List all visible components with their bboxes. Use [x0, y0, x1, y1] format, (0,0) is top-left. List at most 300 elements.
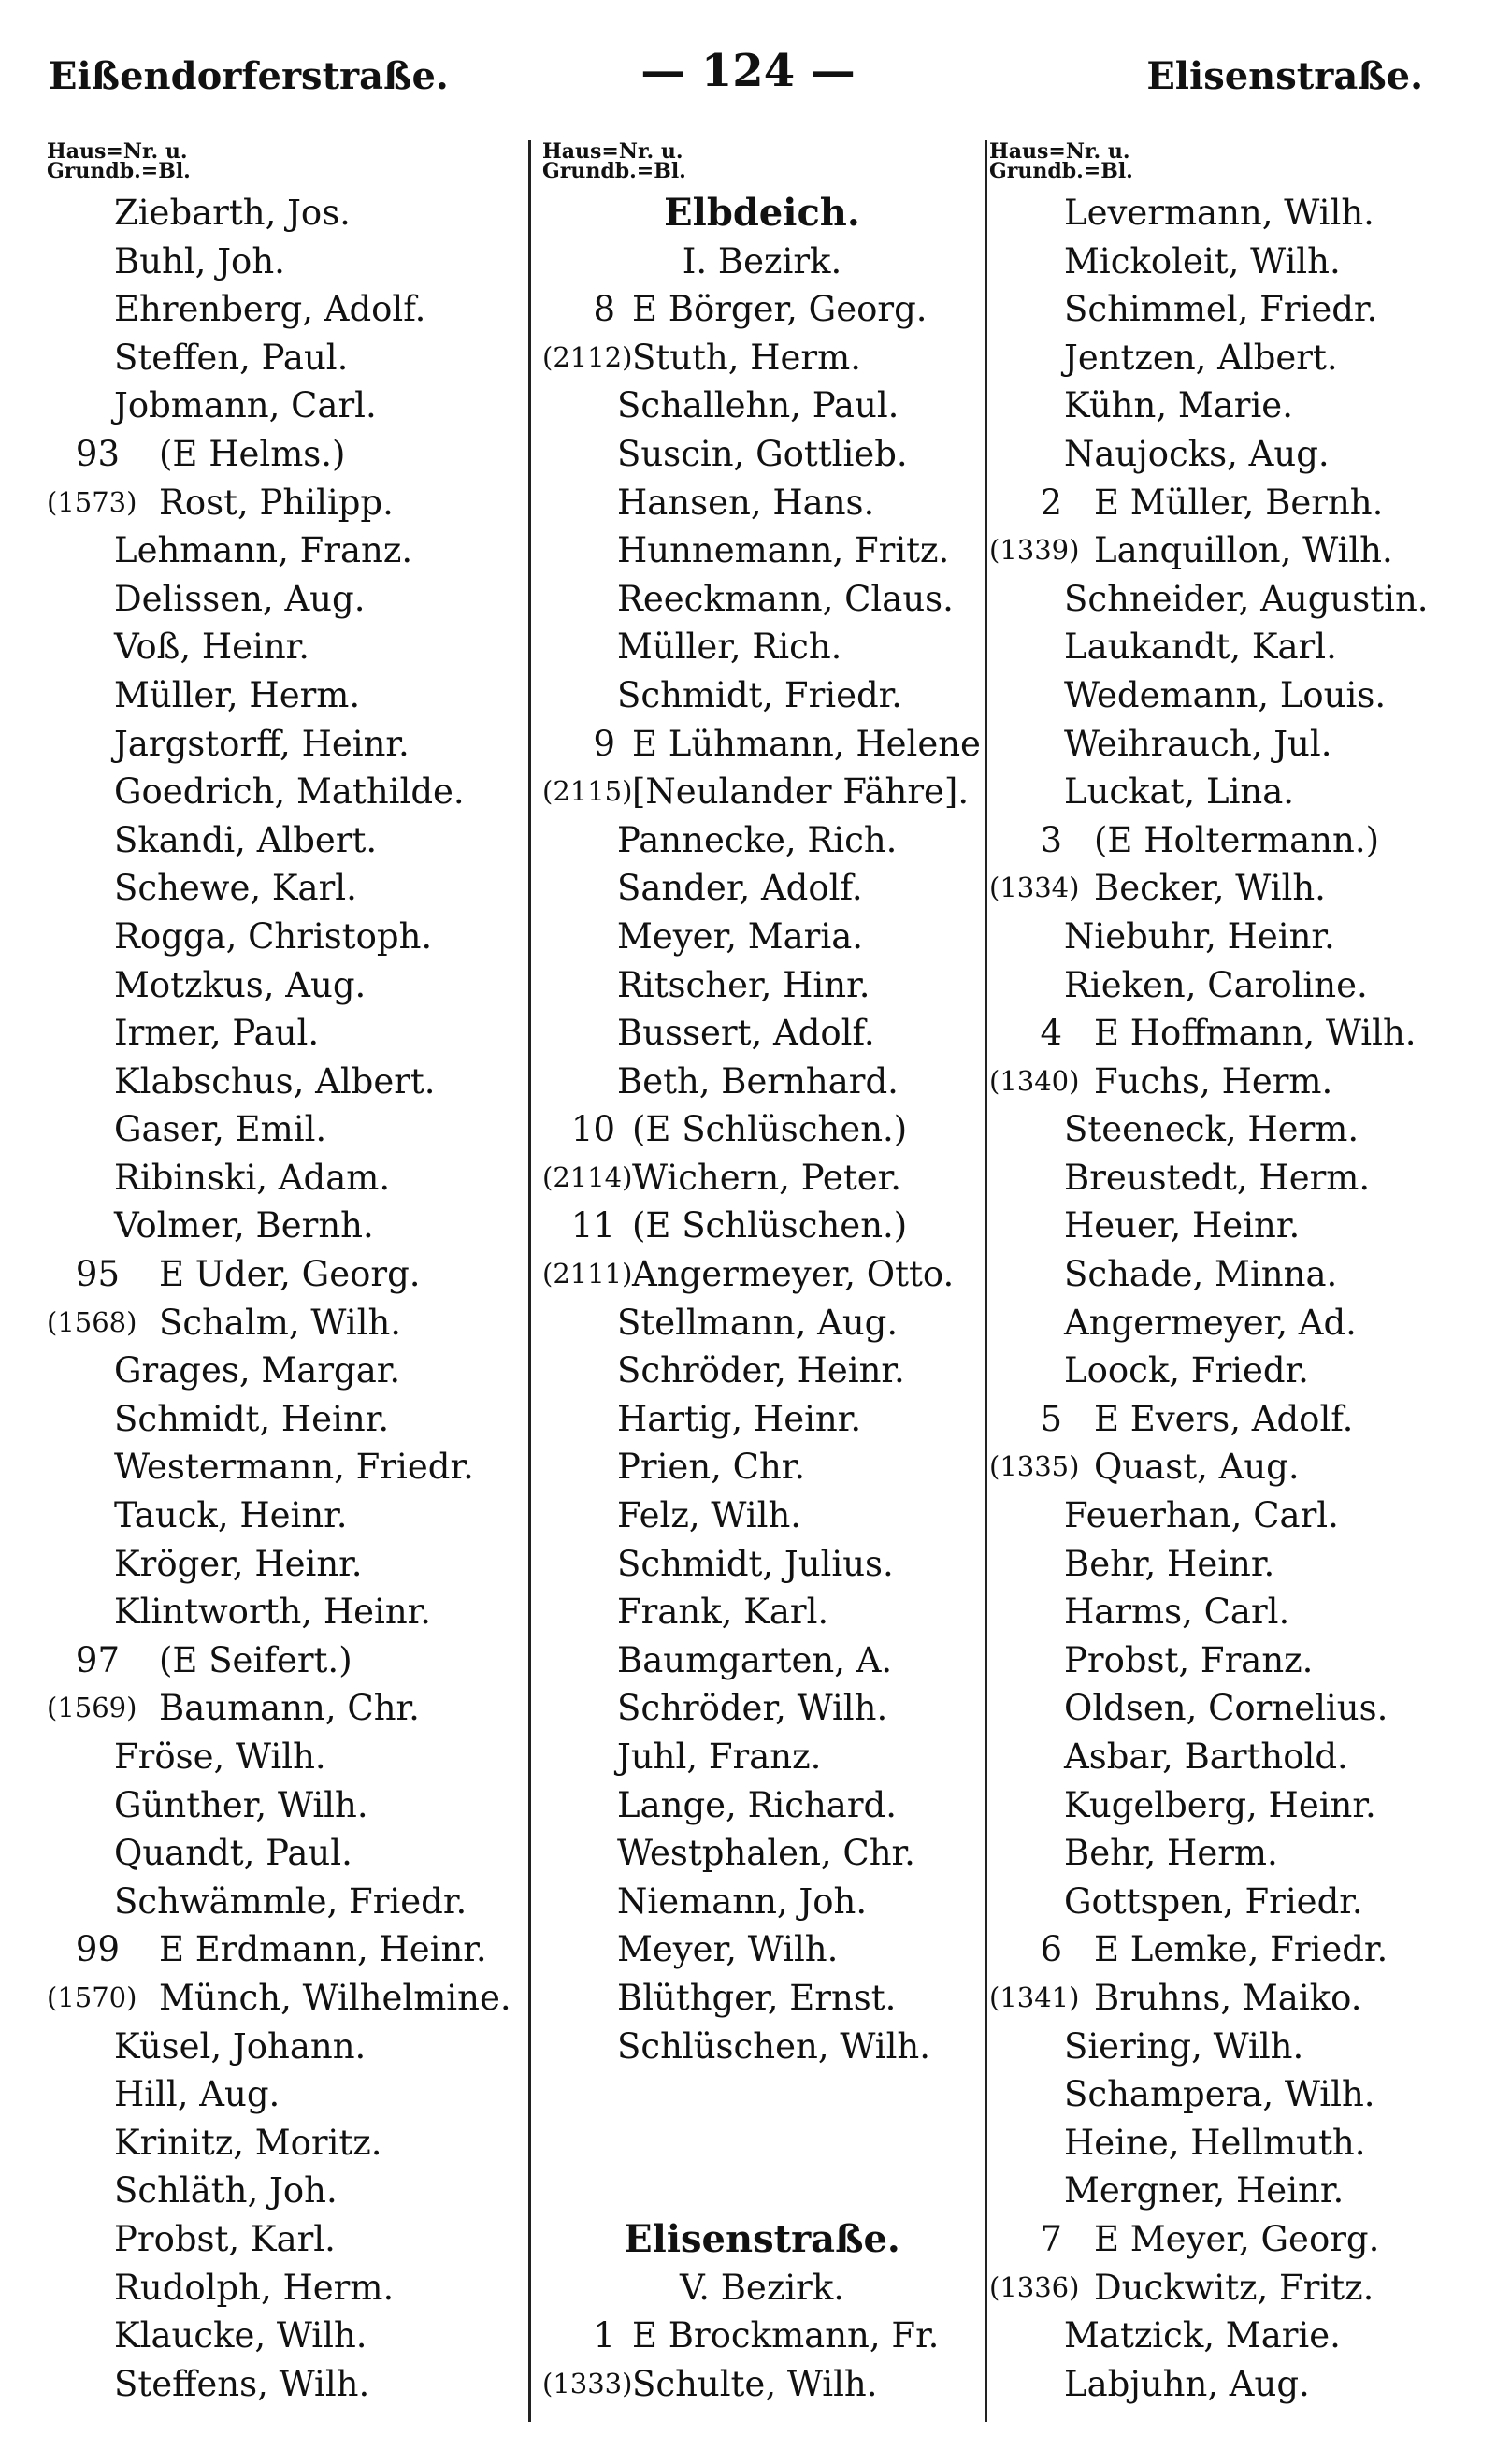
list-item — [542, 913, 982, 961]
resident-name: Müller, Herm. — [114, 674, 361, 715]
resident-name: Schläth, Joh. — [114, 2170, 338, 2212]
list-item — [989, 479, 1475, 527]
list-item — [542, 1154, 982, 1203]
list-item — [47, 623, 524, 671]
resident-name: Probst, Karl. — [114, 2218, 336, 2259]
list-item — [47, 1202, 524, 1250]
column-head-line2: Grundb.=Bl. — [47, 159, 191, 183]
list-item — [989, 623, 1475, 671]
resident-name: Schallehn, Paul. — [617, 385, 899, 426]
land-register-number: (1340) — [989, 1064, 1080, 1097]
list-item — [47, 1925, 524, 1974]
list-item — [47, 1058, 524, 1106]
land-register-number: (1573) — [47, 485, 137, 518]
column-1 — [47, 139, 524, 2452]
resident-name: Schampera, Wilh. — [1064, 2074, 1375, 2115]
list-item — [989, 1781, 1475, 1830]
resident-name: (E Schlüschen.) — [632, 1109, 908, 1150]
list-item — [47, 1636, 524, 1685]
resident-name: Krinitz, Moritz. — [114, 2122, 382, 2163]
land-register-number: (2112) — [542, 340, 633, 373]
resident-name: E Lühmann, Helene — [632, 723, 981, 764]
list-item — [47, 720, 524, 769]
land-register-number: (2114) — [542, 1160, 633, 1193]
resident-name: Hunnemann, Fritz. — [617, 530, 950, 571]
resident-name: Harms, Carl. — [1064, 1592, 1290, 1633]
resident-name: Probst, Franz. — [1064, 1639, 1314, 1680]
resident-name: Meyer, Wilh. — [617, 1929, 839, 1970]
resident-name: E Uder, Georg. — [159, 1254, 421, 1295]
list-item — [542, 1202, 982, 1250]
list-item — [542, 1733, 982, 1781]
land-register-number: (1568) — [47, 1305, 137, 1338]
resident-name: Mickoleit, Wilh. — [1064, 240, 1341, 281]
list-item — [542, 1058, 982, 1106]
land-register-number: (2111) — [542, 1258, 633, 1290]
resident-name: Heine, Hellmuth. — [1064, 2122, 1366, 2163]
list-item — [542, 334, 982, 382]
resident-name: Hartig, Heinr. — [617, 1398, 862, 1439]
resident-name: Steffen, Paul. — [114, 337, 349, 378]
resident-name: Delissen, Aug. — [114, 578, 366, 619]
resident-name: Klabschus, Albert. — [114, 1060, 436, 1102]
street-heading: Elisenstraße. — [624, 2216, 900, 2261]
list-item — [542, 1684, 982, 1733]
list-item — [989, 2312, 1475, 2360]
list-item — [47, 961, 524, 1010]
district-label: I. Bezirk. — [682, 240, 842, 281]
list-item — [47, 575, 524, 624]
resident-name: Fröse, Wilh. — [114, 1736, 326, 1777]
list-item — [542, 768, 982, 816]
list-item — [47, 1443, 524, 1491]
resident-name: Blüthger, Ernst. — [617, 1977, 897, 2018]
resident-name: Westermann, Friedr. — [114, 1447, 474, 1488]
resident-name: Lange, Richard. — [617, 1784, 897, 1825]
list-item — [47, 285, 524, 334]
resident-name: Skandi, Albert. — [114, 819, 378, 860]
list-item — [542, 1395, 982, 1444]
list-item — [542, 1347, 982, 1395]
list-item — [47, 2119, 524, 2168]
list-item — [47, 1347, 524, 1395]
list-item — [47, 768, 524, 816]
resident-name: Jentzen, Albert. — [1064, 337, 1338, 378]
list-item — [542, 1250, 982, 1299]
house-number: 2 — [1040, 482, 1062, 523]
column-head — [989, 139, 1475, 189]
column-head-line2: Grundb.=Bl. — [989, 159, 1133, 183]
list-item — [542, 479, 982, 527]
list-item — [47, 479, 524, 527]
column-2 — [542, 139, 982, 2452]
resident-name: Schwämmle, Friedr. — [114, 1880, 468, 1922]
resident-name: Schröder, Heinr. — [617, 1350, 905, 1391]
list-item — [542, 864, 982, 913]
house-number: 93 — [75, 433, 120, 474]
list-item — [47, 1299, 524, 1347]
resident-name: Schmidt, Heinr. — [114, 1398, 390, 1439]
resident-name: Steeneck, Herm. — [1064, 1109, 1359, 1150]
list-item — [989, 2264, 1475, 2313]
column-head — [47, 139, 524, 189]
list-item — [989, 1733, 1475, 1781]
blank-line — [542, 2119, 982, 2168]
resident-name: Ritscher, Hinr. — [617, 964, 870, 1005]
list-item — [989, 1491, 1475, 1540]
land-register-number: (1341) — [989, 1981, 1080, 2013]
resident-name: Baumann, Chr. — [159, 1688, 420, 1729]
resident-name: Laukandt, Karl. — [1064, 627, 1337, 668]
resident-name: Buhl, Joh. — [114, 240, 285, 281]
list-item — [989, 1684, 1475, 1733]
column-head-line2: Grundb.=Bl. — [542, 159, 686, 183]
list-item — [989, 1154, 1475, 1203]
resident-name: Feuerhan, Carl. — [1064, 1495, 1339, 1536]
resident-name: Schlüschen, Wilh. — [617, 2025, 930, 2067]
list-item — [989, 1105, 1475, 1154]
blank-line — [542, 2070, 982, 2119]
resident-name: Baumgarten, A. — [617, 1639, 893, 1680]
entry-list — [47, 189, 524, 2408]
list-item — [989, 382, 1475, 430]
list-item — [989, 430, 1475, 479]
list-item — [542, 1009, 982, 1058]
list-item — [542, 382, 982, 430]
resident-name: Motzkus, Aug. — [114, 964, 367, 1005]
list-item — [542, 1105, 982, 1154]
resident-name: Lanquillon, Wilh. — [1094, 530, 1393, 571]
list-item — [542, 1299, 982, 1347]
resident-name: Felz, Wilh. — [617, 1495, 802, 1536]
resident-name: Hansen, Hans. — [617, 482, 875, 523]
resident-name: Ziebarth, Jos. — [114, 193, 351, 233]
street-heading: Elbdeich. — [664, 191, 860, 235]
entry-list — [989, 189, 1475, 2408]
resident-name: E Hoffmann, Wilh. — [1094, 1013, 1417, 1054]
list-item — [989, 1540, 1475, 1589]
list-item — [989, 1058, 1475, 1106]
running-head-right: Elisenstraße. — [1146, 54, 1423, 98]
land-register-number: (1334) — [989, 872, 1080, 904]
list-item — [47, 1829, 524, 1878]
list-item — [989, 2070, 1475, 2119]
resident-name: (E Helms.) — [159, 433, 346, 474]
house-number: 5 — [1040, 1398, 1062, 1439]
list-item — [47, 1540, 524, 1589]
resident-name: Angermeyer, Ad. — [1064, 1302, 1357, 1343]
resident-name: Naujocks, Aug. — [1064, 433, 1330, 474]
resident-name: Meyer, Maria. — [617, 915, 864, 957]
list-item — [47, 2360, 524, 2409]
resident-name: Rost, Philipp. — [159, 482, 394, 523]
resident-name: Fuchs, Herm. — [1094, 1060, 1333, 1102]
list-item — [989, 961, 1475, 1010]
list-item — [47, 1395, 524, 1444]
resident-name: Wichern, Peter. — [632, 1157, 901, 1198]
column-3 — [989, 139, 1475, 2452]
list-item — [47, 1733, 524, 1781]
resident-name: Beth, Bernhard. — [617, 1060, 899, 1102]
list-item — [542, 1588, 982, 1636]
list-item — [989, 526, 1475, 575]
resident-name: Asbar, Barthold. — [1064, 1736, 1348, 1777]
resident-name: Kröger, Heinr. — [114, 1543, 363, 1584]
resident-name: Bruhns, Maiko. — [1094, 1977, 1362, 2018]
resident-name: Oldsen, Cornelius. — [1064, 1688, 1388, 1729]
resident-name: Pannecke, Rich. — [617, 819, 898, 860]
list-item — [989, 334, 1475, 382]
list-item — [542, 1925, 982, 1974]
list-item — [989, 238, 1475, 286]
resident-name: Niemann, Joh. — [617, 1880, 868, 1922]
land-register-number: (1336) — [989, 2270, 1080, 2303]
list-item — [989, 671, 1475, 720]
column-head-line1: Haus=Nr. u. — [47, 139, 188, 164]
resident-name: Luckat, Lina. — [1064, 771, 1295, 813]
resident-name: Mergner, Heinr. — [1064, 2170, 1345, 2212]
resident-name: Irmer, Paul. — [114, 1013, 320, 1054]
house-number: 10 — [570, 1109, 615, 1150]
house-number: 1 — [593, 2315, 615, 2356]
resident-name: Grages, Margar. — [114, 1350, 401, 1391]
resident-name: Duckwitz, Fritz. — [1094, 2267, 1374, 2308]
resident-name: Rudolph, Herm. — [114, 2267, 395, 2308]
list-item — [989, 1974, 1475, 2023]
list-item — [542, 1443, 982, 1491]
resident-name: Goedrich, Mathilde. — [114, 771, 465, 813]
list-item — [47, 1974, 524, 2023]
resident-name: Schneider, Augustin. — [1064, 578, 1429, 619]
resident-name: Jobmann, Carl. — [114, 385, 377, 426]
list-item — [542, 1829, 982, 1878]
list-item — [542, 1781, 982, 1830]
resident-name: Westphalen, Chr. — [617, 1833, 915, 1874]
house-number: 11 — [570, 1205, 615, 1246]
list-item — [47, 2070, 524, 2119]
list-item — [989, 913, 1475, 961]
list-item — [542, 623, 982, 671]
list-item — [47, 1781, 524, 1830]
list-item — [989, 2360, 1475, 2409]
list-item — [989, 864, 1475, 913]
resident-name: Schmidt, Friedr. — [617, 674, 903, 715]
resident-name: Angermeyer, Otto. — [632, 1254, 955, 1295]
resident-name: E Meyer, Georg. — [1094, 2218, 1380, 2259]
list-item — [989, 1250, 1475, 1299]
list-item — [542, 961, 982, 1010]
list-item — [989, 189, 1475, 238]
resident-name: Behr, Herm. — [1064, 1833, 1278, 1874]
list-item — [47, 2215, 524, 2264]
resident-name: Wedemann, Louis. — [1064, 674, 1387, 715]
resident-name: E Evers, Adolf. — [1094, 1398, 1354, 1439]
list-item — [989, 1925, 1475, 1974]
list-item — [47, 382, 524, 430]
column-head-line1: Haus=Nr. u. — [542, 139, 683, 164]
house-number: 9 — [593, 723, 615, 764]
resident-name: Ehrenberg, Adolf. — [114, 289, 426, 330]
resident-name: Levermann, Wilh. — [1064, 193, 1374, 233]
list-item — [989, 1443, 1475, 1491]
entry-list — [542, 189, 982, 2408]
list-item — [47, 913, 524, 961]
list-item — [47, 1154, 524, 1203]
resident-name: (E Seifert.) — [159, 1639, 352, 1680]
list-item — [47, 1684, 524, 1733]
resident-name: Schröder, Wilh. — [617, 1688, 888, 1729]
list-item — [542, 1878, 982, 1926]
resident-name: Loock, Friedr. — [1064, 1350, 1309, 1391]
running-head-left: Eißendorferstraße. — [49, 54, 449, 98]
resident-name: Prien, Chr. — [617, 1447, 806, 1488]
land-register-number: (1570) — [47, 1981, 137, 2013]
list-item — [542, 816, 982, 865]
land-register-number: (1333) — [542, 2367, 633, 2399]
column-head-line1: Haus=Nr. u. — [989, 139, 1130, 164]
column-head — [542, 139, 982, 189]
list-item — [47, 238, 524, 286]
list-item — [989, 2119, 1475, 2168]
resident-name: Quast, Aug. — [1094, 1447, 1300, 1488]
resident-name: Labjuhn, Aug. — [1064, 2363, 1310, 2404]
list-item — [47, 1105, 524, 1154]
list-item — [542, 671, 982, 720]
list-item — [989, 768, 1475, 816]
resident-name: Weihrauch, Jul. — [1064, 723, 1332, 764]
house-number: 8 — [593, 289, 615, 330]
resident-name: Sander, Adolf. — [617, 868, 863, 909]
list-item — [989, 1878, 1475, 1926]
list-item — [542, 2360, 982, 2409]
list-item — [47, 2264, 524, 2313]
list-item — [542, 526, 982, 575]
resident-name: E Börger, Georg. — [632, 289, 928, 330]
list-item — [542, 1636, 982, 1685]
resident-name: Kühn, Marie. — [1064, 385, 1293, 426]
column-divider — [985, 140, 987, 2422]
list-item — [989, 575, 1475, 624]
resident-name: Schalm, Wilh. — [159, 1302, 402, 1343]
list-item — [989, 2167, 1475, 2215]
blank-line — [542, 2167, 982, 2215]
list-item — [989, 1202, 1475, 1250]
resident-name: Heuer, Heinr. — [1064, 1205, 1301, 1246]
list-item — [989, 1588, 1475, 1636]
list-item — [542, 575, 982, 624]
house-number: 99 — [75, 1929, 120, 1970]
resident-name: Behr, Heinr. — [1064, 1543, 1275, 1584]
list-item — [989, 2023, 1475, 2071]
resident-name: Jargstorff, Heinr. — [114, 723, 410, 764]
resident-name: Volmer, Bernh. — [114, 1205, 374, 1246]
column-divider — [528, 140, 531, 2422]
resident-name: Rieken, Caroline. — [1064, 964, 1368, 1005]
list-item — [47, 1250, 524, 1299]
list-item — [542, 1540, 982, 1589]
resident-name: Tauck, Heinr. — [114, 1495, 348, 1536]
list-item — [989, 1347, 1475, 1395]
resident-name: Schimmel, Friedr. — [1064, 289, 1378, 330]
resident-name: Becker, Wilh. — [1094, 868, 1326, 909]
resident-name: Schmidt, Julius. — [617, 1543, 894, 1584]
resident-name: Stellmann, Aug. — [617, 1302, 899, 1343]
resident-name: [Neulander Fähre]. — [632, 771, 970, 813]
resident-name: Klintworth, Heinr. — [114, 1592, 432, 1633]
resident-name: Suscin, Gottlieb. — [617, 433, 908, 474]
list-item — [47, 1588, 524, 1636]
land-register-number: (1335) — [989, 1450, 1080, 1483]
resident-name: Ribinski, Adam. — [114, 1157, 391, 1198]
resident-name: Steffens, Wilh. — [114, 2363, 370, 2404]
list-item — [989, 1299, 1475, 1347]
list-item — [47, 334, 524, 382]
list-item — [989, 1395, 1475, 1444]
house-number: 4 — [1040, 1013, 1062, 1054]
resident-name: Juhl, Franz. — [617, 1736, 822, 1777]
house-number: 97 — [75, 1639, 120, 1680]
list-item — [989, 285, 1475, 334]
resident-name: E Erdmann, Heinr. — [159, 1929, 487, 1970]
list-item — [47, 1491, 524, 1540]
resident-name: Voß, Heinr. — [114, 627, 310, 668]
resident-name: Frank, Karl. — [617, 1592, 829, 1633]
resident-name: Matzick, Marie. — [1064, 2315, 1341, 2356]
list-item — [542, 1491, 982, 1540]
house-number: 3 — [1040, 819, 1062, 860]
list-item — [989, 816, 1475, 865]
district-label: V. Bezirk. — [679, 2267, 845, 2308]
list-item — [989, 2215, 1475, 2264]
resident-name: Küsel, Johann. — [114, 2025, 367, 2067]
resident-name: Rogga, Christoph. — [114, 915, 433, 957]
list-item — [989, 1636, 1475, 1685]
land-register-number: (1569) — [47, 1692, 137, 1724]
resident-name: Günther, Wilh. — [114, 1784, 368, 1825]
list-item — [542, 1974, 982, 2023]
list-item — [47, 1009, 524, 1058]
list-item — [989, 720, 1475, 769]
resident-name: Bussert, Adolf. — [617, 1013, 875, 1054]
resident-name: Stuth, Herm. — [632, 337, 861, 378]
list-item — [542, 430, 982, 479]
list-item — [542, 285, 982, 334]
list-item — [47, 2167, 524, 2215]
list-item — [47, 1878, 524, 1926]
page-number: — 124 — — [640, 45, 856, 97]
list-item — [47, 2023, 524, 2071]
list-item — [47, 864, 524, 913]
resident-name: Schulte, Wilh. — [632, 2363, 878, 2404]
list-item — [47, 2312, 524, 2360]
list-item — [47, 526, 524, 575]
list-item — [989, 1829, 1475, 1878]
house-number: 6 — [1040, 1929, 1062, 1970]
resident-name: E Brockmann, Fr. — [632, 2315, 940, 2356]
list-item — [47, 189, 524, 238]
resident-name: Münch, Wilhelmine. — [159, 1977, 511, 2018]
resident-name: Hill, Aug. — [114, 2074, 280, 2115]
resident-name: Gaser, Emil. — [114, 1109, 327, 1150]
resident-name: Siering, Wilh. — [1064, 2025, 1304, 2067]
resident-name: Niebuhr, Heinr. — [1064, 915, 1335, 957]
list-item — [989, 1009, 1475, 1058]
resident-name: E Lemke, Friedr. — [1094, 1929, 1388, 1970]
list-item — [542, 720, 982, 769]
resident-name: Quandt, Paul. — [114, 1833, 352, 1874]
resident-name: Gottspen, Friedr. — [1064, 1880, 1363, 1922]
resident-name: Schade, Minna. — [1064, 1254, 1338, 1295]
